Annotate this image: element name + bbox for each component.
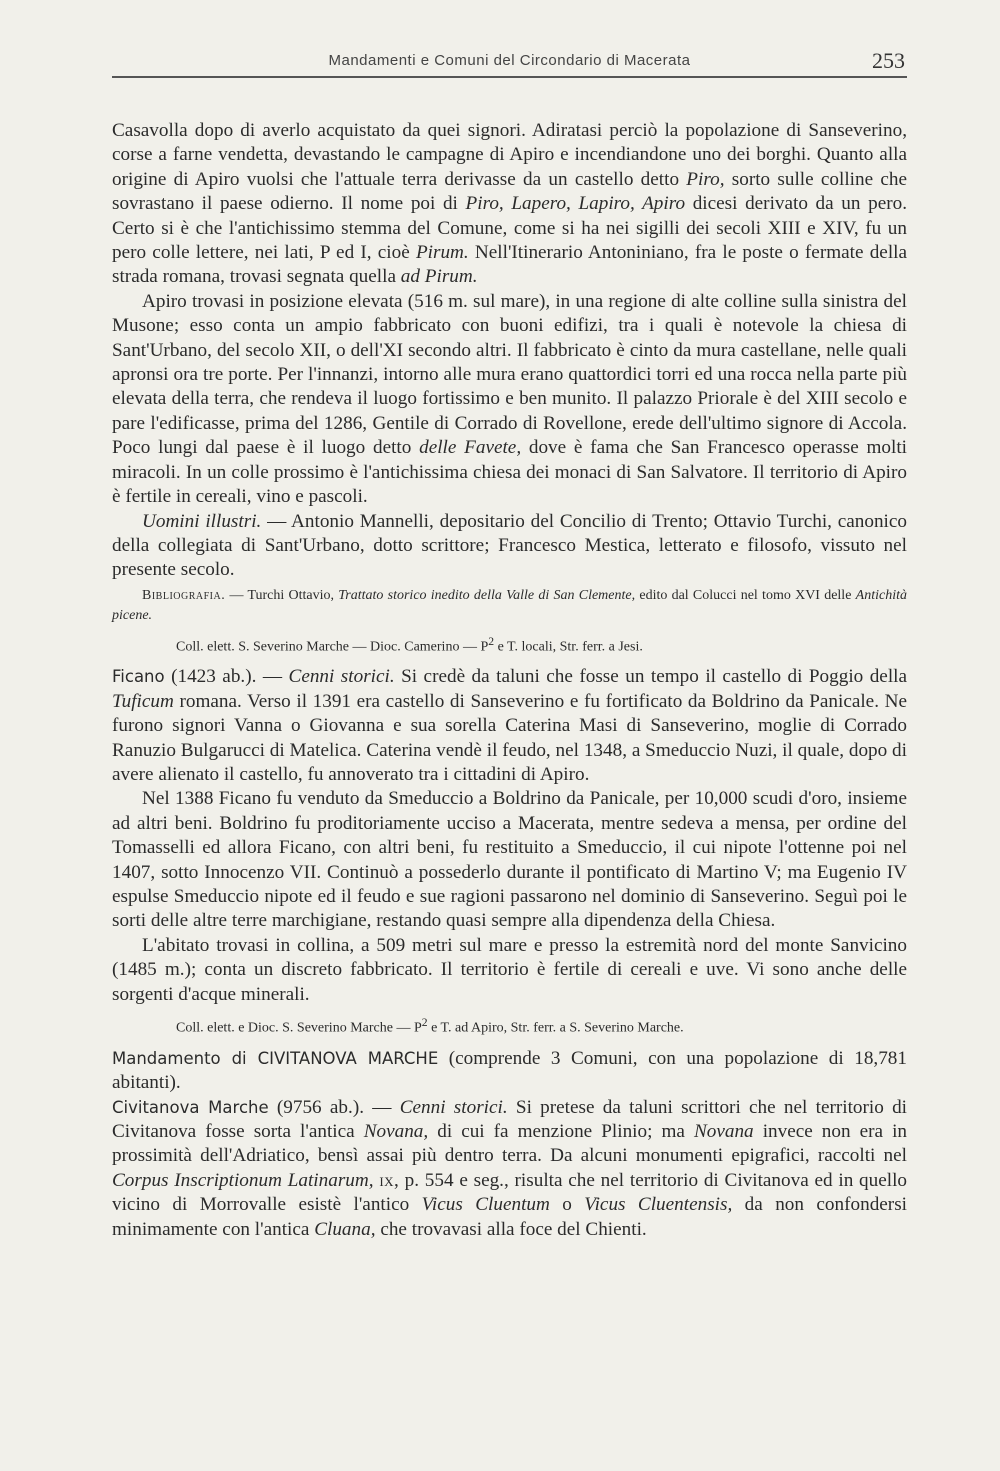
ficano-heading: Ficano [112,667,165,687]
page-number: 253 [872,48,905,73]
running-header [112,50,907,78]
ficano-paragraph-3: L'abitato trovasi in collina, a 509 metri sul mare e presso la estremità nord del monte Sanvicino (1485 m.); conta un discreto fabbricato. Il territorio è fertile di cereali e uve. Vi sono anche delle sorgenti d'acque minerali. [112,934,907,1005]
civitanova-heading: Civitanova Marche [112,1097,269,1117]
ficano-paragraph-1: Ficano (1423 ab.). — Cenni storici. Si credè da taluni che fosse un tempo il castello di Poggio della Tuficum romana. Verso il 1391 era castello di Sanseverino e fu fortificato da Boldrino da Panicale. Ne furono signori Vanna o Giovanna e sua sorella Caterina Masi di Sanseverino, moglie di Corrado Ranuzio Bulgarucci di Matelica. Caterina vendè il feudo, nel 1348, a Smeduccio Nuzi, il quale, dopo di avere alienato il castello, fu annoverato tra i cittadini di Apiro. [112,666,908,785]
ficano-paragraph-2: Nel 1388 Ficano fu venduto da Smeduccio a Boldrino da Panicale, per 10,000 scudi d'oro, insieme ad altri beni. Boldrino fu proditoriamente ucciso a Macerata, mentre sedeva a mensa, per ordine del Tomasselli ed allora Ficano, con altri beni, fu restituito a Smeduccio, il cui nipote l'ottenne poi nel 1407, sotto Innocenzo VII. Continuò a possederlo durante il pontificato di Martino V; ma Eugenio IV espulse Smeduccio nipote ed il feudo e sue ragioni passarono nel dominio di Sanseverino. Seguì poi le sorti delle altre terre marchigiane, restando quasi sempre alla dipendenza della Chiesa. [112,788,907,932]
page-body [112,119,907,1242]
bibliography-note: Bibliografia. — Turchi Ottavio, Trattato storico inedito della Valle di San Clemente, edito dal Colucci nel tomo XVI delle Antichità picene. [112,587,907,623]
apiro-electoral-note: Coll. elett. S. Severino Marche — Dioc. Camerino — $P^2$ e T. locali, Str. ferr. a Jesi. [176,634,643,655]
civitanova-paragraph: Civitanova Marche (9756 ab.). — Cenni storici. Si pretese da taluni scrittori che nel territorio di Civitanova fosse sorta l'antica Novana, di cui fa menzione Plinio; ma Novana invece non era in prossimità dell'Adriatico, bensì assai più dentro terra. Da alcuni monumenti epigrafici, raccolti nel Corpus Inscriptionum Latinarum, ix, p. 554 e seg., risulta che nel territorio di Civitanova ed in quello vicino di Morrovalle esistè l'antico Vicus Cluentum o Vicus Cluentensis, da non confondersi minimamente con l'antica Cluana, che trovavasi alla foce del Chienti. [112,1096,908,1240]
running-title: Mandamenti e Comuni del Circondario di Macerata [328,52,691,69]
mandamento-heading: Mandamento di CIVITANOVA MARCHE [112,1048,439,1068]
ficano-electoral-note: Coll. elett. e Dioc. S. Severino Marche — $P^2$ e T. ad Apiro, Str. ferr. a S. Severino Marche. [176,1016,684,1036]
apiro-paragraph-2: Apiro trovasi in posizione elevata (516 m. sul mare), in una regione di alte colline sulla sinistra del Musone; esso conta un ampio fabbricato con buoni edifizi, tra i quali è notevole la chiesa di Sant'Urbano, del secolo XII, o dell'XI secondo altri. Il fabbricato è cinto da mura castellane, nelle quali apronsi ora tre porte. Per l'innanzi, intorno alle mura erano quattordici torri ed una rocca nella parte più elevata della terra, che rendeva il luogo fortissimo e ben munito. Il palazzo Priorale è del XIII secolo e pare l'edificasse, prima del 1286, Gentile di Corrado di Rovellone, erede dell'ultimo signore di Accola. Poco lungi dal paese è il luogo detto delle Favete, dove è fama che San Francesco operasse molti miracoli. In un colle prossimo è l'antichissima chiesa dei monaci di San Salvatore. Il territorio di Apiro è fertile in cereali, vino e pascoli. [112,290,908,508]
apiro-illustrious-men: Uomini illustri. — Antonio Mannelli, depositario del Concilio di Trento; Ottavio Turchi, canonico della collegiata di Sant'Urbano, dotto scrittore; Francesco Mestica, letterato e filosofo, vissuto nel presente secolo. [112,510,907,581]
mandamento-civitanova: Mandamento di CIVITANOVA MARCHE (comprende 3 Comuni, con una popolazione di 18,781 abitanti). [112,1047,907,1094]
apiro-paragraph-1: Casavolla dopo di averlo acquistato da quei signori. Adiratasi perciò la popolazione di Sanseverino, corse a farne vendetta, devastando le campagne di Apiro e incendiandone uno dei borghi. Quanto alla origine di Apiro vuolsi che l'attuale terra derivasse da un castello detto Piro, sorto sulle colline che sovrastano il paese odierno. Il nome poi di Piro, Lapero, Lapiro, Apiro dicesi derivato da un pero. Certo si è che l'antichissimo stemma del Comune, come si ha nei sigilli dei secoli XIII e XIV, fu un pero colle lettere, nei lati, P ed I, cioè Pirum. Nell'Itinerario Antoniniano, fra le poste o fermate della strada romana, trovasi segnata quella ad Pirum. [112,120,907,288]
